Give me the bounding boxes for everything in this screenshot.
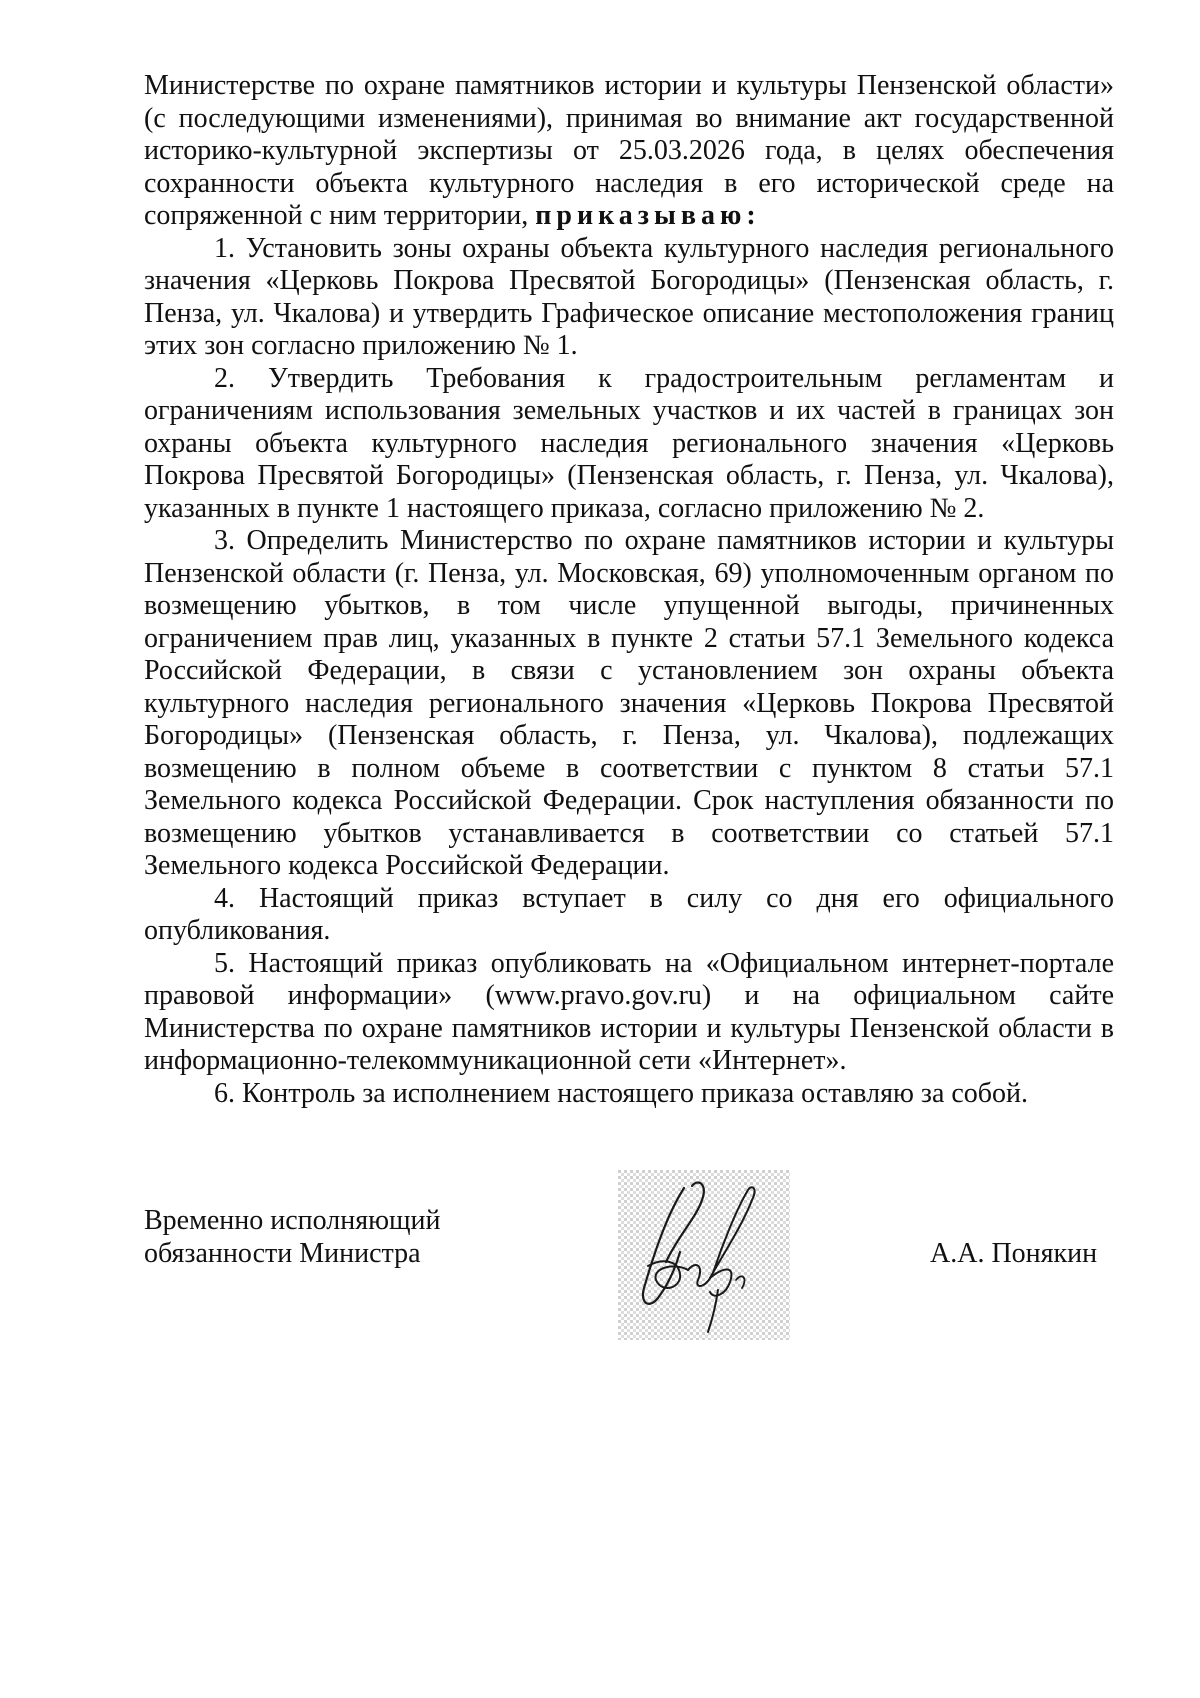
intro-text: Министерстве по охране памятников истории и культуры Пензенской области» (с последующими изменениями), принимая во внимание акт государственной историко-культурной экспертизы от 25.03.2026 года, в целях обеспечения сохранности объекта культурного наследия в его исторической среде на сопряженной с ним территории, <box>144 70 1114 231</box>
document-body <box>144 70 1114 1110</box>
order-item-2: 2. Утвердить Требования к градостроительным регламентам и ограничениям использования земельных участков и их частей в границах зон охраны объекта культурного наследия регионального значения «Церковь Покрова Пресвятой Богородицы» (Пензенская область, г. Пенза, ул. Чкалова), указанных в пункте 1 настоящего приказа, согласно приложению № 2. <box>144 362 1114 524</box>
signer-name: А.А. Понякин <box>930 1238 1098 1269</box>
signer-position-line-2: обязанности Министра <box>144 1238 421 1269</box>
signature-block <box>0 1170 1200 1350</box>
order-item-4: 4. Настоящий приказ вступает в силу со дня его официального опубликования. <box>144 882 1114 946</box>
intro-paragraph <box>144 70 1114 233</box>
order-item-6: 6. Контроль за исполнением настоящего приказа оставляю за собой. <box>214 1077 1029 1109</box>
signer-position-line-1: Временно исполняющий <box>144 1205 441 1236</box>
order-keyword: приказываю: <box>535 200 761 231</box>
order-item-1: 1. Установить зоны охраны объекта культурного наследия регионального значения «Церковь Покрова Пресвятой Богородицы» (Пензенская область, г. Пенза, ул. Чкалова) и утвердить Графическое описание местоположения границ этих зон согласно приложению № 1. <box>144 232 1114 361</box>
order-item-5: 5. Настоящий приказ опубликовать на «Официальном интернет-портале правовой информации» (www.pravo.gov.ru) и на официальном сайте Министерства по охране памятников истории и культуры Пензенской области в информационно-телекоммуникационной сети «Интернет». <box>144 947 1114 1076</box>
handwritten-signature-icon <box>618 1170 790 1340</box>
order-item-3: 3. Определить Министерство по охране памятников истории и культуры Пензенской области (г. Пенза, ул. Московская, 69) уполномоченным органом по возмещению убытков, в том числе упущенной выгоды, причиненных ограничением прав лиц, указанных в пункте 2 статьи 57.1 Земельного кодекса Российской Федерации, в связи с установлением зон охраны объекта культурного наследия регионального значения «Церковь Покрова Пресвятой Богородицы» (Пензенская область, г. Пенза, ул. Чкалова), подлежащих возмещению в полном объеме в соответствии с пунктом 8 статьи 57.1 Земельного кодекса Российской Федерации. Срок наступления обязанности по возмещению убытков устанавливается в соответствии со статьей 57.1 Земельного кодекса Российской Федерации. <box>144 525 1114 881</box>
signer-position <box>144 1204 441 1270</box>
